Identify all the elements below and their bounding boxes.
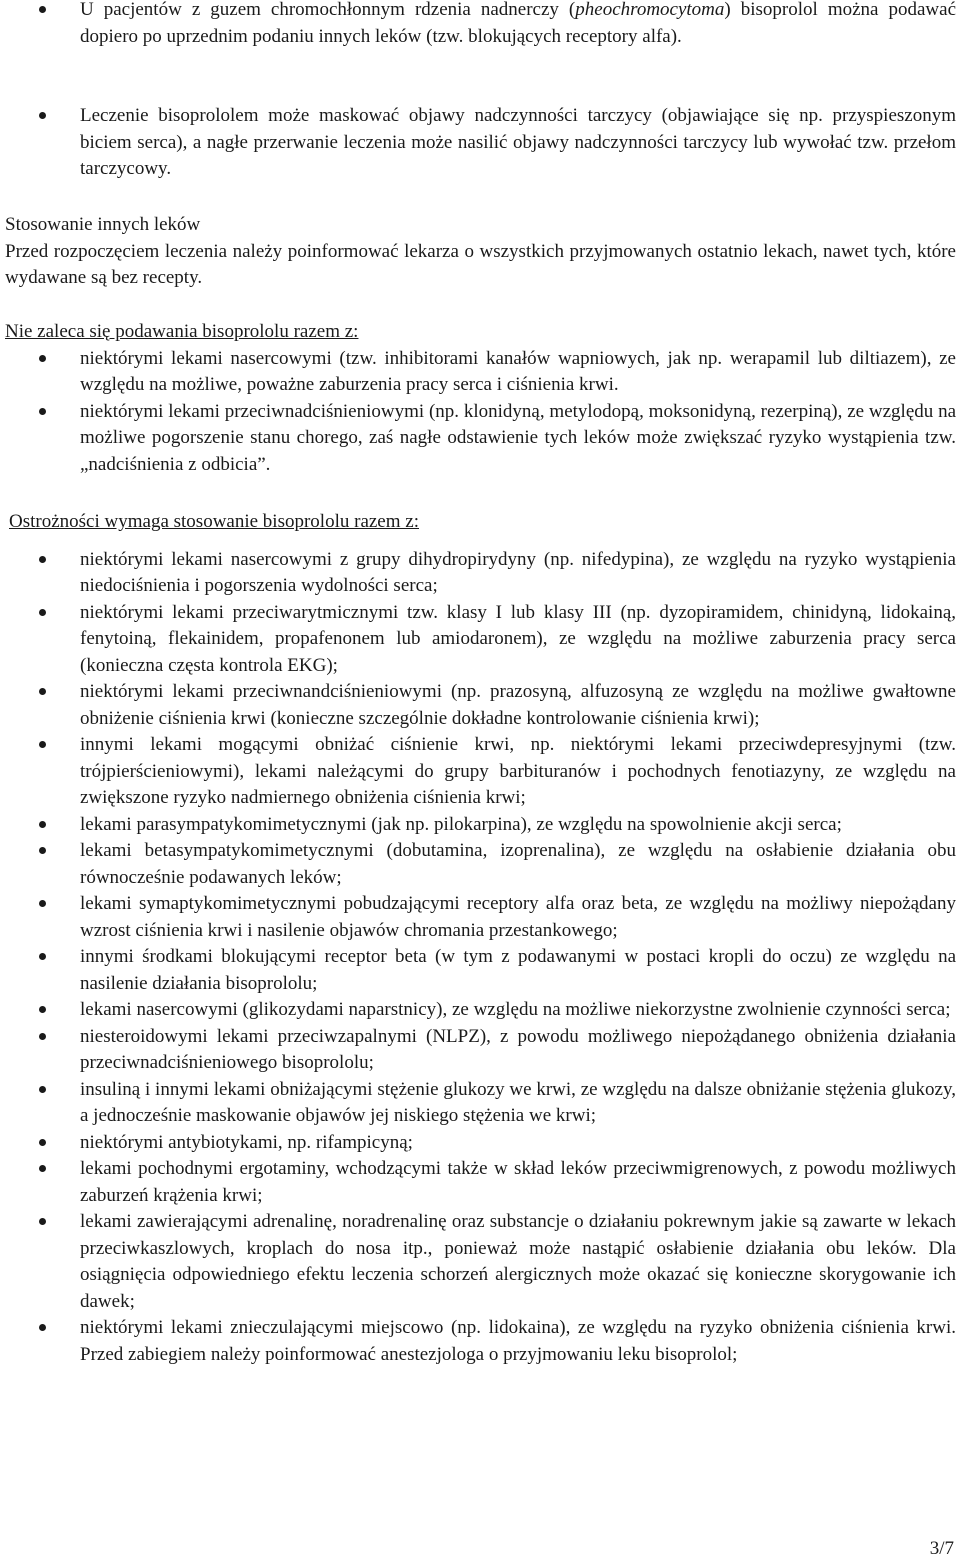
item-text-after: ) bisoprolol można podawać dopiero po uprzednim podaniu innych leków (tzw. blokujących receptory alfa).	[80, 0, 956, 47]
list-item: niektórymi lekami przeciwarytmicznymi tzw. klasy I lub klasy III (np. dyzopiramidem, chinidyną, lidokainą, fenytoiną, flekainidem, propafenonem lub amiodaronem), ze względu na możliwe zaburzenia pracy serca (konieczna częsta kontrola EKG);	[0, 600, 960, 680]
list-item: innymi środkami blokującymi receptor beta (w tym z podawanymi w postaci kropli do oczu) ze względu na nasilenie działania bisoprololu;	[0, 944, 960, 997]
list-item: lekami parasympatykomimetycznymi (jak np. pilokarpina), ze względu na spowolnienie akcji serca;	[0, 812, 960, 839]
not-recommended-section	[0, 319, 960, 478]
caution-section	[5, 509, 960, 1368]
list-item: lekami nasercowymi (glikozydami naparstnicy), ze względu na możliwe niekorzystne zwolnienie czynności serca;	[0, 997, 960, 1024]
list-item	[0, 0, 960, 50]
not-recommended-list	[0, 346, 960, 479]
list-item: lekami zawierającymi adrenalinę, noradrenalinę oraz substancje o działaniu pokrewnym jakie są zawarte w lekach przeciwkaszlowych, kroplach do nosa itp., ponieważ może nastąpić osłabienie działania obu leków. Dla osiągnięcia odpowiedniego efektu leczenia schorzeń alergicznych może okazać się konieczne skorygowanie ich dawek;	[0, 1209, 960, 1315]
section-heading: Stosowanie innych leków	[5, 214, 201, 235]
list-item: niektórymi antybiotykami, np. rifampicyną;	[0, 1130, 960, 1157]
list-item: lekami symaptykomimetycznymi pobudzającymi receptory alfa oraz beta, ze względu na możliwy niepożądany wzrost ciśnienia krwi i nasilenie objawów chromania przestankowego;	[0, 891, 960, 944]
list-item: niektórymi lekami znieczulającymi miejscowo (np. lidokaina), ze względu na ryzyko obniżenia ciśnienia krwi. Przed zabiegiem należy poinformować anestezjologa o przyjmowaniu leku bisoprolol;	[0, 1315, 960, 1368]
list-item: niektórymi lekami przeciwnandciśnieniowymi (np. prazosyną, alfuzosyną ze względu na możliwe gwałtowne obniżenie ciśnienia krwi (konieczne szczególnie dokładne kontrolowanie ciśnienia krwi);	[0, 679, 960, 732]
list-item: lekami betasympatykomimetycznymi (dobutamina, izoprenalina), ze względu na osłabienie działania obu równocześnie podawanych leków;	[0, 838, 960, 891]
list-item: innymi lekami mogącymi obniżać ciśnienie krwi, np. niektórymi lekami przeciwdepresyjnymi (tzw. trójpierścieniowymi), lekami należącymi do grupy barbituranów i pochodnych fenotiazyny, ze względu na zwiększone ryzyko nadmiernego obniżenia ciśnienia krwi;	[0, 732, 960, 812]
page-number: 3/7	[929, 1538, 954, 1559]
list-item: niesteroidowymi lekami przeciwzapalnymi (NLPZ), z powodu możliwego niepożądanego obniżenia działania przeciwnadciśnieniowego bisoprololu;	[0, 1024, 960, 1077]
intro-bullet-list-2	[0, 103, 960, 183]
intro-bullet-list	[0, 0, 960, 50]
other-drugs-section	[0, 212, 960, 292]
item-text-before: U pacjentów z guzem chromochłonnym rdzenia nadnerczy (	[80, 0, 576, 20]
section-paragraph: Przed rozpoczęciem leczenia należy poinformować lekarza o wszystkich przyjmowanych ostatnio lekach, nawet tych, które wydawane są bez recepty.	[5, 240, 956, 288]
section-heading: Nie zaleca się podawania bisoprololu razem z:	[5, 321, 359, 342]
list-item: niektórymi lekami nasercowymi (tzw. inhibitorami kanałów wapniowych, jak np. werapamil lub diltiazem), ze względu na możliwe, poważne zaburzenia pracy serca i ciśnienia krwi.	[0, 346, 960, 399]
list-item: lekami pochodnymi ergotaminy, wchodzącymi także w skład leków przeciwmigrenowych, z powodu możliwych zaburzeń krążenia krwi;	[0, 1156, 960, 1209]
list-item: Leczenie bisoprololem może maskować objawy nadczynności tarczycy (objawiające się np. przyspieszonym biciem serca), a nagłe przerwanie leczenia może nasilić objawy nadczynności tarczycy lub wywołać tzw. przełom tarczycowy.	[0, 103, 960, 183]
caution-list	[0, 547, 960, 1369]
list-item: niektórymi lekami przeciwnadciśnieniowymi (np. klonidyną, metylodopą, moksonidyną, rezerpiną), ze względu na możliwe pogorszenie stanu chorego, zaś nagłe odstawienie tych leków może zwiększać ryzyko wystąpienia tzw. „nadciśnienia z odbicia”.	[0, 399, 960, 479]
section-heading: Ostrożności wymaga stosowanie bisoprololu razem z:	[9, 511, 419, 532]
list-item: insuliną i innymi lekami obniżającymi stężenie glukozy we krwi, ze względu na dalsze obniżanie stężenia glukozy, a jednocześnie maskowanie objawów jej niskiego stężenia we krwi;	[0, 1077, 960, 1130]
item-text-italic: pheochromocytoma	[575, 0, 725, 20]
list-item: niektórymi lekami nasercowymi z grupy dihydropirydyny (np. nifedypina), ze względu na ryzyko wystąpienia niedociśnienia i pogorszenia wydolności serca;	[0, 547, 960, 600]
